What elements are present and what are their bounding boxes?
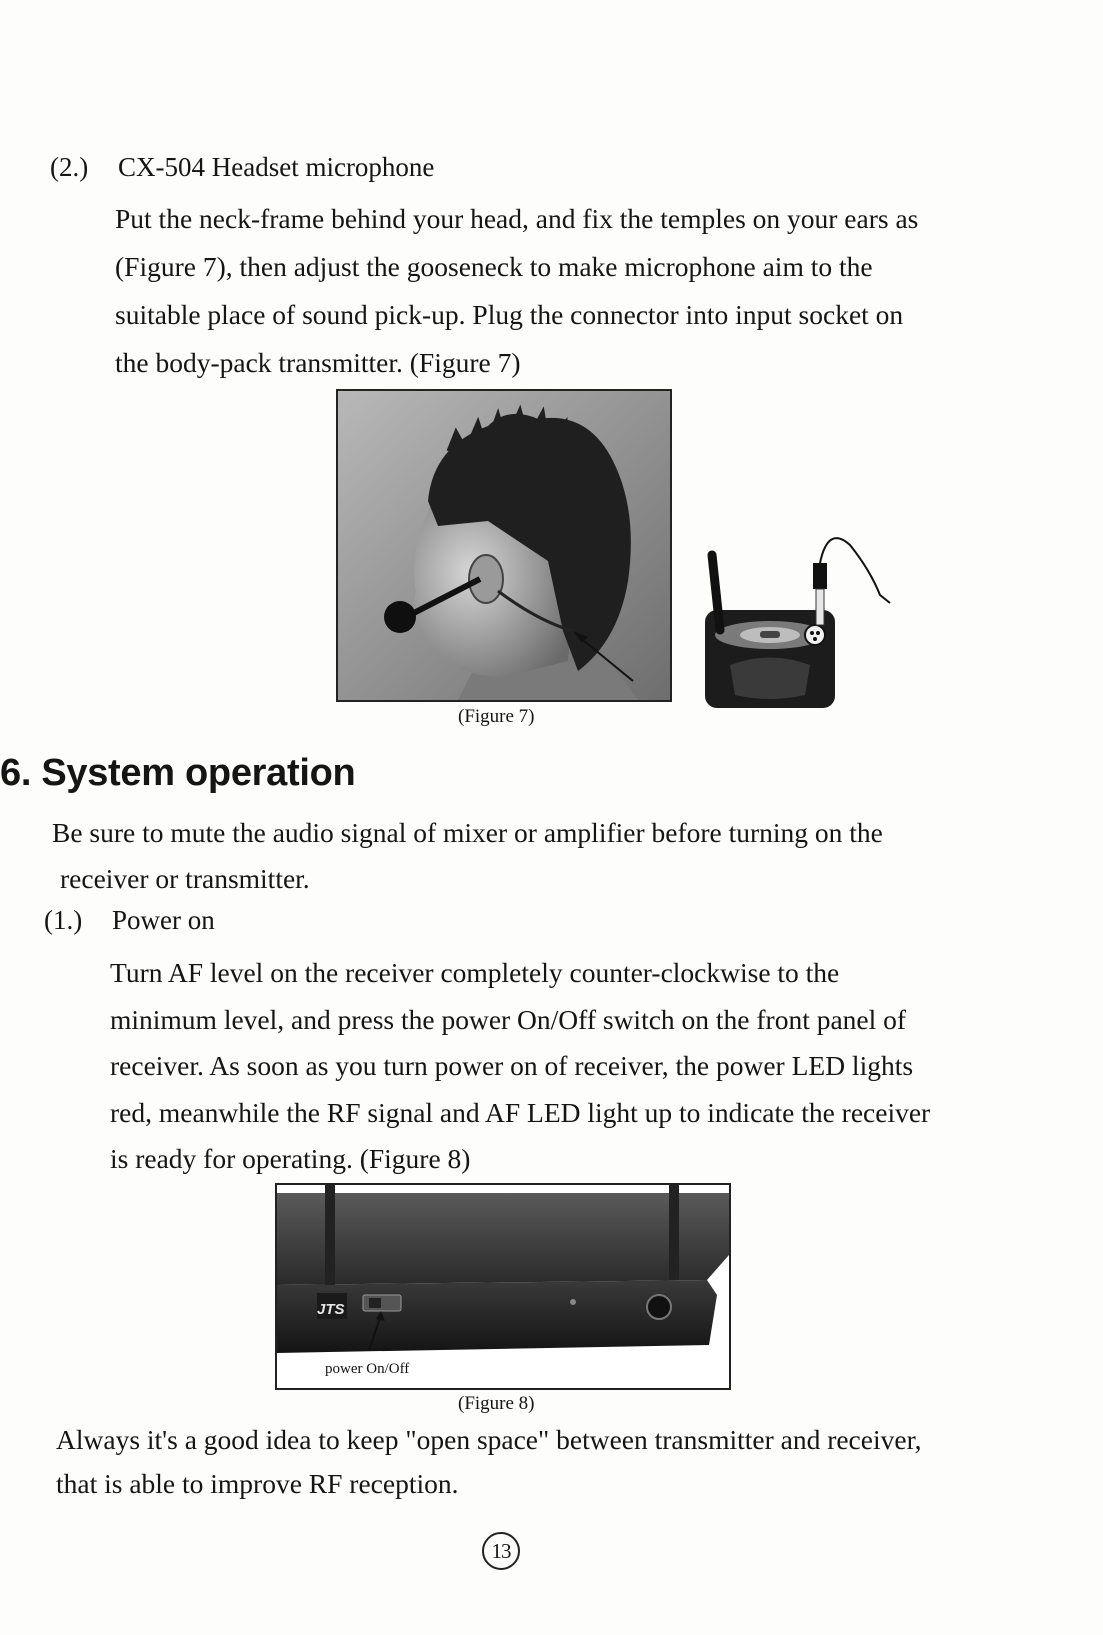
figure-7-headset-photo <box>336 389 672 702</box>
power-on-instructions <box>110 950 930 1183</box>
bodypack-transmitter-illustration <box>700 525 895 715</box>
headset-photo-illustration <box>338 391 670 700</box>
text-line: red, meanwhile the RF signal and AF LED light up to indicate the receiver <box>110 1096 931 1128</box>
text-line: that is able to improve RF reception. <box>56 1468 459 1499</box>
figure-7-caption: (Figure 7) <box>458 706 535 727</box>
headset-instructions <box>115 195 918 387</box>
figure-8-receiver-photo <box>275 1183 731 1390</box>
text-line: receiver. As soon as you turn power on of receiver, the power LED lights <box>110 1050 914 1081</box>
intro-paragraph <box>52 810 883 902</box>
figure-7-bodypack-drawing <box>700 525 895 715</box>
text-line: suitable place of sound pick-up. Plug the connector into input socket on <box>115 299 904 330</box>
text-line: Put the neck-frame behind your head, and fix the temples on your ears as <box>115 203 919 234</box>
figure-8-caption: (Figure 8) <box>458 1393 535 1414</box>
text-line: minimum level, and press the power On/Off switch on the front panel of <box>110 1003 907 1035</box>
power-switch-callout: power On/Off <box>325 1361 410 1377</box>
text-line: the body-pack transmitter. (Figure 7) <box>115 347 521 378</box>
brand-logo-text: JTS <box>317 1301 345 1318</box>
item-number-2: (2.) <box>50 152 89 182</box>
text-line: Turn AF level on the receiver completely counter-clockwise to the <box>110 957 840 988</box>
receiver-illustration <box>277 1185 729 1388</box>
item-title-power-on: Power on <box>112 905 215 935</box>
text-line: receiver or transmitter. <box>60 863 310 894</box>
page-number: 13 <box>482 1532 520 1570</box>
text-line: Always it's a good idea to keep "open space" between transmitter and receiver, <box>56 1424 922 1455</box>
text-line: is ready for operating. (Figure 8) <box>110 1143 471 1174</box>
item-number-1: (1.) <box>44 905 83 935</box>
text-line: Be sure to mute the audio signal of mixer or amplifier before turning on the <box>52 817 883 848</box>
closing-paragraph <box>56 1418 922 1506</box>
section-heading: 6. System operation <box>0 752 356 794</box>
item-title-headset: CX-504 Headset microphone <box>118 152 435 182</box>
text-line: (Figure 7), then adjust the gooseneck to make microphone aim to the <box>115 251 873 282</box>
